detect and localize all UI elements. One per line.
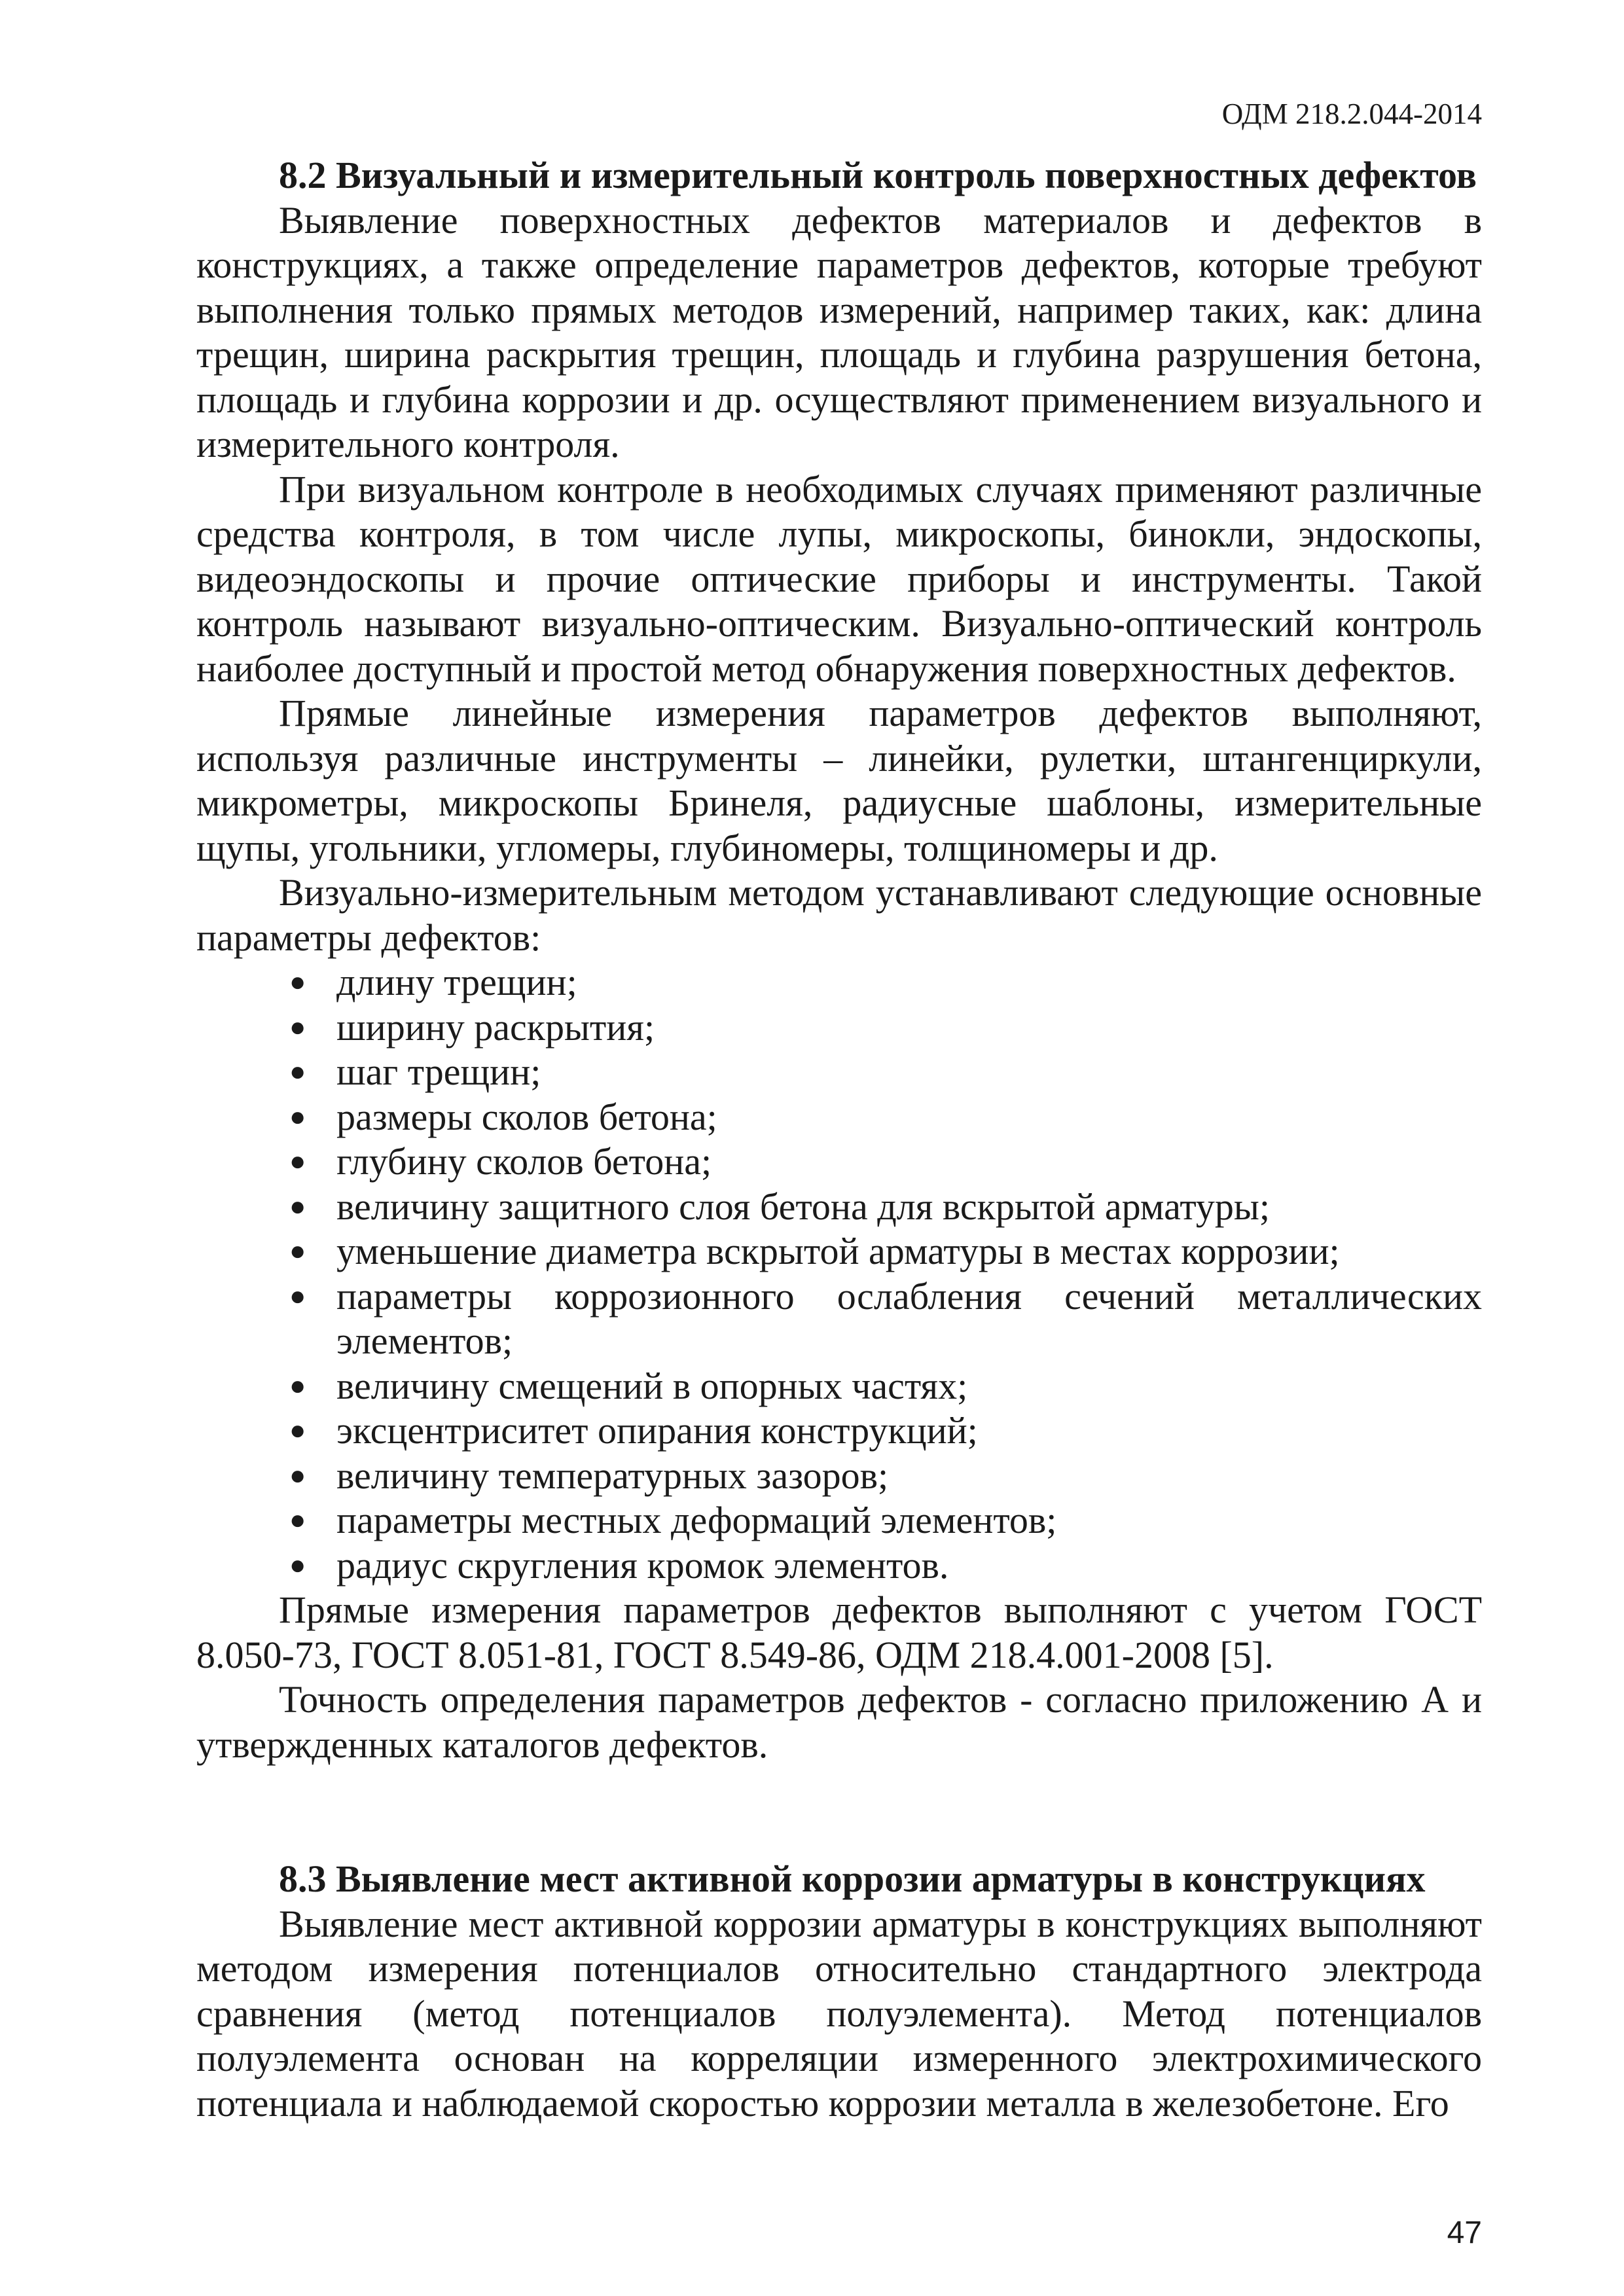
paragraph: Выявление поверхностных дефектов материалов и дефектов в конструкциях, а также определение параметров дефектов, которые требуют выполнения только прямых методов измерений, например таких, как: длина трещин, ширина раскрытия трещин, площадь и глубина разрушения бетона, площадь и глубина коррозии и др. осуществляют применением визуального и измерительного контроля. — [196, 198, 1482, 465]
list-item — [289, 960, 1482, 1005]
paragraph: Выявление мест активной коррозии арматуры в конструкциях выполняют методом измерения потенциалов относительно стандартного электрода сравнения (метод потенциалов полуэлемента). Метод потенциалов полуэлемента основан на корреляции измеренного электрохимического потенциала и наблюдаемой скоростью коррозии металла в железобетоне. Его — [196, 1902, 1482, 2125]
list-item-text: параметры местных деформаций элементов; — [336, 1499, 1057, 1541]
list-item — [289, 1454, 1482, 1499]
list-item — [289, 1229, 1482, 1274]
list-item-text: величину температурных зазоров; — [336, 1454, 889, 1497]
bullet-icon: ● — [289, 1371, 306, 1401]
bullet-icon: ● — [289, 1550, 306, 1581]
page-content — [196, 153, 1482, 2126]
defect-parameters-list — [196, 960, 1482, 1588]
bullet-icon: ● — [289, 1236, 306, 1266]
list-item-text: глубину сколов бетона; — [336, 1140, 712, 1183]
list-item — [289, 1185, 1482, 1230]
page-number: 47 — [1447, 2215, 1482, 2250]
section-spacer — [196, 1767, 1482, 1857]
list-item-text: размеры сколов бетона; — [336, 1095, 717, 1138]
list-item — [289, 1274, 1482, 1364]
bullet-icon: ● — [289, 967, 306, 997]
bullet-icon: ● — [289, 1147, 306, 1177]
list-item — [289, 1139, 1482, 1185]
paragraph: При визуальном контроле в необходимых случаях применяют различные средства контроля, в том числе лупы, микроскопы, бинокли, эндоскопы, видеоэндоскопы и прочие оптические приборы и инструменты. Такой контроль называют визуально-оптическим. Визуально-оптический контроль наиболее доступный и простой метод обнаружения поверхностных дефектов. — [196, 467, 1482, 690]
bullet-icon: ● — [289, 1191, 306, 1222]
paragraph: Точность определения параметров дефектов - согласно приложению А и утвержденных каталогов дефектов. — [196, 1678, 1482, 1766]
bullet-icon: ● — [289, 1102, 306, 1132]
list-item — [289, 1005, 1482, 1050]
list-item — [289, 1408, 1482, 1454]
list-item-text: уменьшение диаметра вскрытой арматуры в местах коррозии; — [336, 1230, 1340, 1272]
document-code-header: ОДМ 218.2.044-2014 — [1221, 98, 1482, 130]
list-item-text: эксцентриситет опирания конструкций; — [336, 1409, 978, 1452]
section-8-2-title: 8.2 Визуальный и измерительный контроль поверхностных дефектов — [279, 154, 1477, 196]
list-item — [289, 1364, 1482, 1409]
paragraph: Прямые линейные измерения параметров дефектов выполняют, используя различные инструменты – линейки, рулетки, штангенциркули, микрометры, микроскопы Бринеля, радиусные шаблоны, измерительные щупы, угольники, угломеры, глубиномеры, толщиномеры и др. — [196, 692, 1482, 869]
list-item-text: длину трещин; — [336, 961, 577, 1003]
section-8-3-title: 8.3 Выявление мест активной коррозии арматуры в конструкциях — [279, 1857, 1426, 1900]
paragraph: Визуально-измерительным методом устанавливают следующие основные параметры дефектов: — [196, 871, 1482, 959]
bullet-icon: ● — [289, 1416, 306, 1446]
bullet-icon: ● — [289, 1057, 306, 1087]
list-item — [289, 1095, 1482, 1140]
list-item — [289, 1543, 1482, 1588]
list-item — [289, 1050, 1482, 1095]
bullet-icon: ● — [289, 1460, 306, 1491]
list-item — [289, 1498, 1482, 1543]
list-item-text: параметры коррозионного ослабления сечений металлических элементов; — [336, 1274, 1482, 1362]
bullet-icon: ● — [289, 1012, 306, 1043]
bullet-icon: ● — [289, 1281, 306, 1312]
list-item-text: ширину раскрытия; — [336, 1005, 655, 1049]
list-item-text: величину смещений в опорных частях; — [336, 1364, 968, 1407]
list-item-text: шаг трещин; — [336, 1050, 541, 1093]
list-item-text: радиус скругления кромок элементов. — [336, 1543, 949, 1587]
paragraph: Прямые измерения параметров дефектов выполняют с учетом ГОСТ 8.050-73, ГОСТ 8.051-81, ГОСТ 8.549-86, ОДМ 218.4.001-2008 [5]. — [196, 1588, 1482, 1676]
list-item-text: величину защитного слоя бетона для вскрытой арматуры; — [336, 1185, 1270, 1228]
bullet-icon: ● — [289, 1505, 306, 1535]
